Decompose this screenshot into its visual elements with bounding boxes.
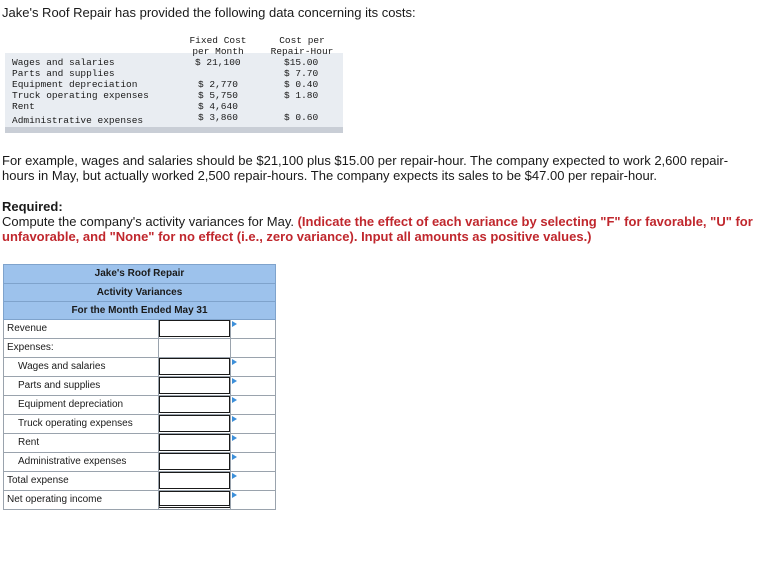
variance-amount-cell — [158, 320, 231, 338]
variance-row-label: Revenue — [7, 323, 48, 334]
effect-select-dropdown[interactable] — [230, 415, 277, 433]
fixed-cost-value: $ 21,100 — [195, 57, 241, 68]
cost-row-label: Administrative expenses — [12, 115, 144, 126]
effect-select-dropdown[interactable] — [230, 320, 277, 338]
variance-amount-cell — [158, 377, 231, 395]
effect-select-dropdown[interactable] — [230, 453, 277, 471]
variance-row-label: Expenses: — [7, 342, 54, 353]
variance-amount-input[interactable] — [163, 494, 227, 506]
variable-cost-value: $ 1.80 — [284, 90, 319, 101]
dropdown-arrow-icon — [232, 416, 237, 422]
variance-amount-box — [159, 491, 230, 508]
variance-row-label: Net operating income — [7, 494, 103, 505]
variance-amount-cell — [158, 434, 231, 452]
header-divider — [4, 301, 275, 302]
effect-select-dropdown[interactable] — [230, 377, 277, 395]
required-red-instructions: (Indicate the effect of each variance by selecting "F" for favorable, "U" for unfavorable, and "None" for no effect (i.e., zero variance). Input all amounts as positive values.) — [2, 214, 753, 244]
variable-cost-value: $ 0.60 — [284, 112, 319, 123]
effect-select-dropdown[interactable] — [230, 434, 277, 452]
variance-amount-box — [159, 453, 230, 470]
fixed-cost-value: $ 2,770 — [198, 79, 238, 90]
header-divider — [4, 283, 275, 284]
effect-select-dropdown[interactable] — [230, 491, 277, 509]
variance-table-header — [3, 264, 276, 320]
dropdown-arrow-icon — [232, 473, 237, 479]
cost-row-label: Rent — [12, 101, 35, 112]
variance-row — [3, 320, 276, 339]
variance-amount-input[interactable] — [163, 380, 227, 392]
variance-row-label: Total expense — [7, 475, 69, 486]
variance-amount-cell — [158, 453, 231, 471]
variance-row — [3, 339, 276, 358]
variance-row — [3, 434, 276, 453]
cost-row-label: Equipment depreciation — [12, 79, 138, 90]
variance-amount-box — [159, 472, 230, 489]
dropdown-arrow-icon — [232, 378, 237, 384]
cost-row-label: Wages and salaries — [12, 57, 115, 68]
effect-select-dropdown[interactable] — [230, 358, 277, 376]
variance-amount-cell — [158, 396, 231, 414]
activity-variance-table — [3, 264, 276, 510]
dropdown-arrow-icon — [232, 359, 237, 365]
variance-row-label: Administrative expenses — [18, 456, 127, 467]
variance-amount-box — [159, 377, 230, 394]
variance-amount-input[interactable] — [163, 361, 227, 373]
variable-cost-value: $ 7.70 — [284, 68, 319, 79]
intro-text: Jake's Roof Repair has provided the following data concerning its costs: — [2, 5, 416, 20]
fixed-cost-header-line1: Fixed Cost — [189, 35, 247, 46]
variable-cost-value: $15.00 — [284, 57, 319, 68]
variance-amount-box — [159, 415, 230, 432]
variance-amount-cell — [158, 358, 231, 376]
variance-amount-cell — [158, 415, 231, 433]
variable-cost-header-line2: Repair-Hour — [270, 46, 334, 57]
variable-cost-header-line1: Cost per — [279, 35, 325, 46]
variance-amount-input[interactable] — [163, 323, 227, 335]
variance-table-title: Activity Variances — [96, 287, 183, 298]
variance-amount-cell — [158, 491, 231, 509]
variance-amount-box — [159, 396, 230, 413]
required-heading: Required: — [2, 199, 63, 214]
variance-amount-box — [159, 358, 230, 375]
variance-row — [3, 415, 276, 434]
cost-data-table — [5, 34, 343, 133]
variance-amount-input[interactable] — [163, 418, 227, 430]
variance-row-label: Wages and salaries — [18, 361, 106, 372]
variance-rows — [3, 320, 276, 510]
blank-cell — [230, 339, 277, 357]
fixed-cost-value: $ 3,860 — [198, 112, 238, 123]
fixed-cost-header-line2: per Month — [192, 46, 244, 57]
variance-amount-input[interactable] — [163, 475, 227, 487]
dropdown-arrow-icon — [232, 321, 237, 327]
dropdown-arrow-icon — [232, 454, 237, 460]
variance-table-company: Jake's Roof Repair — [94, 268, 185, 279]
variable-cost-value: $ 0.40 — [284, 79, 319, 90]
cost-table-bottom-rule — [5, 127, 343, 133]
problem-paragraph: For example, wages and salaries should be $21,100 plus $15.00 per repair-hour. The company expected to work 2,600 repair-hours in May, but actually worked 2,500 repair-hours. The company expects its sales to be $47.00 per repair-hour. — [2, 153, 729, 183]
variance-amount-input[interactable] — [163, 437, 227, 449]
variance-row-label: Equipment depreciation — [18, 399, 124, 410]
effect-select-dropdown[interactable] — [230, 472, 277, 490]
dropdown-arrow-icon — [232, 397, 237, 403]
variance-row — [3, 396, 276, 415]
dropdown-arrow-icon — [232, 435, 237, 441]
variance-row-label: Rent — [18, 437, 40, 448]
cost-row-label: Truck operating expenses — [12, 90, 149, 101]
variance-row-label: Parts and supplies — [18, 380, 101, 391]
variance-row — [3, 358, 276, 377]
dropdown-arrow-icon — [232, 492, 237, 498]
variance-amount-input[interactable] — [163, 399, 227, 411]
variance-row — [3, 491, 276, 510]
variance-table-period: For the Month Ended May 31 — [71, 305, 208, 316]
variance-amount-input[interactable] — [163, 456, 227, 468]
effect-select-dropdown[interactable] — [230, 396, 277, 414]
variance-amount-box — [159, 434, 230, 451]
variance-row-label: Truck operating expenses — [18, 418, 133, 429]
fixed-cost-value: $ 4,640 — [198, 101, 238, 112]
variance-row — [3, 472, 276, 491]
variance-amount-cell — [158, 339, 231, 357]
fixed-cost-value: $ 5,750 — [198, 90, 238, 101]
required-text: Compute the company's activity variances for May. — [2, 214, 294, 229]
required-instructions — [2, 214, 754, 244]
variance-amount-cell — [158, 472, 231, 490]
variance-amount-box — [159, 320, 230, 337]
cost-row-label: Parts and supplies — [12, 68, 115, 79]
variance-row — [3, 453, 276, 472]
variance-row — [3, 377, 276, 396]
